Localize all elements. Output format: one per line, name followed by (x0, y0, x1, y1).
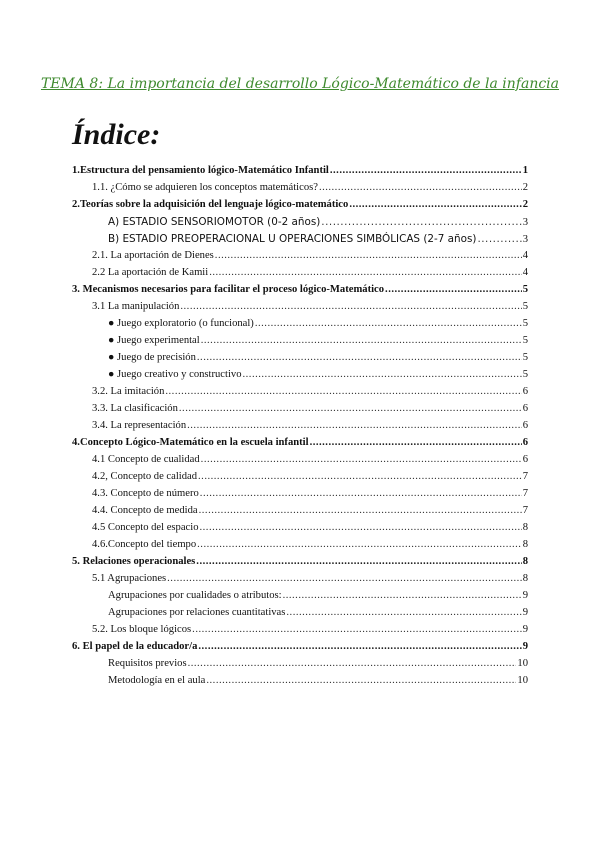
toc-entry[interactable]: 5. Relaciones operacionales ..... 8 (72, 554, 528, 570)
toc-entry[interactable]: 3. Mecanismos necesarios para facilitar el proceso lógico-Matemático ..... 5 (72, 282, 528, 298)
toc-entry[interactable]: 3.2. La imitación ..... 6 (92, 384, 528, 400)
toc-entry[interactable]: 2.Teorías sobre la adquisición del lenguaje lógico-matemático ..... 2 (72, 197, 528, 213)
toc-entry[interactable]: Agrupaciones por relaciones cuantitativas ..... 9 (108, 605, 528, 621)
toc-entry[interactable]: 1.Estructura del pensamiento lógico-Matemático Infantil ..... 1 (72, 163, 528, 179)
toc-entry[interactable]: 4.1 Concepto de cualidad ..... 6 (92, 452, 528, 468)
toc-entry[interactable]: 3.4. La representación ..... 6 (92, 418, 528, 434)
toc-entry[interactable]: Requisitos previos ..... 10 (108, 656, 528, 672)
toc-entry[interactable]: 4.3. Concepto de número ..... 7 (92, 486, 528, 502)
toc-entry[interactable]: 1.1. ¿Cómo se adquieren los conceptos matemáticos? ..... 2 (92, 180, 528, 196)
toc-entry[interactable]: 4.2, Concepto de calidad ..... 7 (92, 469, 528, 485)
toc-entry[interactable]: ● Juego de precisión ..... 5 (108, 350, 528, 366)
index-heading: Índice: (72, 118, 161, 151)
toc-entry[interactable]: 2.2 La aportación de Kamii ..... 4 (92, 265, 528, 281)
toc-entry[interactable]: 4.6.Concepto del tiempo ..... 8 (92, 537, 528, 553)
toc-entry[interactable]: 4.4. Concepto de medida ..... 7 (92, 503, 528, 519)
toc-entry[interactable]: A) ESTADIO SENSORIOMOTOR (0-2 años) ..... 3 (108, 214, 528, 230)
toc-entry[interactable]: 4.Concepto Lógico-Matemático en la escuela infantil ..... 6 (72, 435, 528, 451)
toc-entry[interactable]: Metodología en el aula ..... 10 (108, 673, 528, 689)
toc-entry[interactable]: ● Juego experimental ..... 5 (108, 333, 528, 349)
toc-entry[interactable]: B) ESTADIO PREOPERACIONAL U OPERACIONES SIMBÓLICAS (2-7 años) ..... 3 (108, 231, 528, 247)
toc-entry[interactable]: Agrupaciones por cualidades o atributos: ..... 9 (108, 588, 528, 604)
toc-entry[interactable]: 3.3. La clasificación ..... 6 (92, 401, 528, 417)
toc-entry[interactable]: 6. El papel de la educador/a ..... 9 (72, 639, 528, 655)
toc-entry[interactable]: 2.1. La aportación de Dienes ..... 4 (92, 248, 528, 264)
toc-entry[interactable]: ● Juego exploratorio (o funcional) ..... 5 (108, 316, 528, 332)
toc-entry[interactable]: 5.2. Los bloque lógicos ..... 9 (92, 622, 528, 638)
toc-entry[interactable]: 3.1 La manipulación ..... 5 (92, 299, 528, 315)
document-title: TEMA 8: La importancia del desarrollo Lógico-Matemático de la infancia (40, 76, 560, 92)
toc-entry[interactable]: 4.5 Concepto del espacio ..... 8 (92, 520, 528, 536)
toc-entry[interactable]: ● Juego creativo y constructivo ..... 5 (108, 367, 528, 383)
toc-entry[interactable]: 5.1 Agrupaciones ..... 8 (92, 571, 528, 587)
